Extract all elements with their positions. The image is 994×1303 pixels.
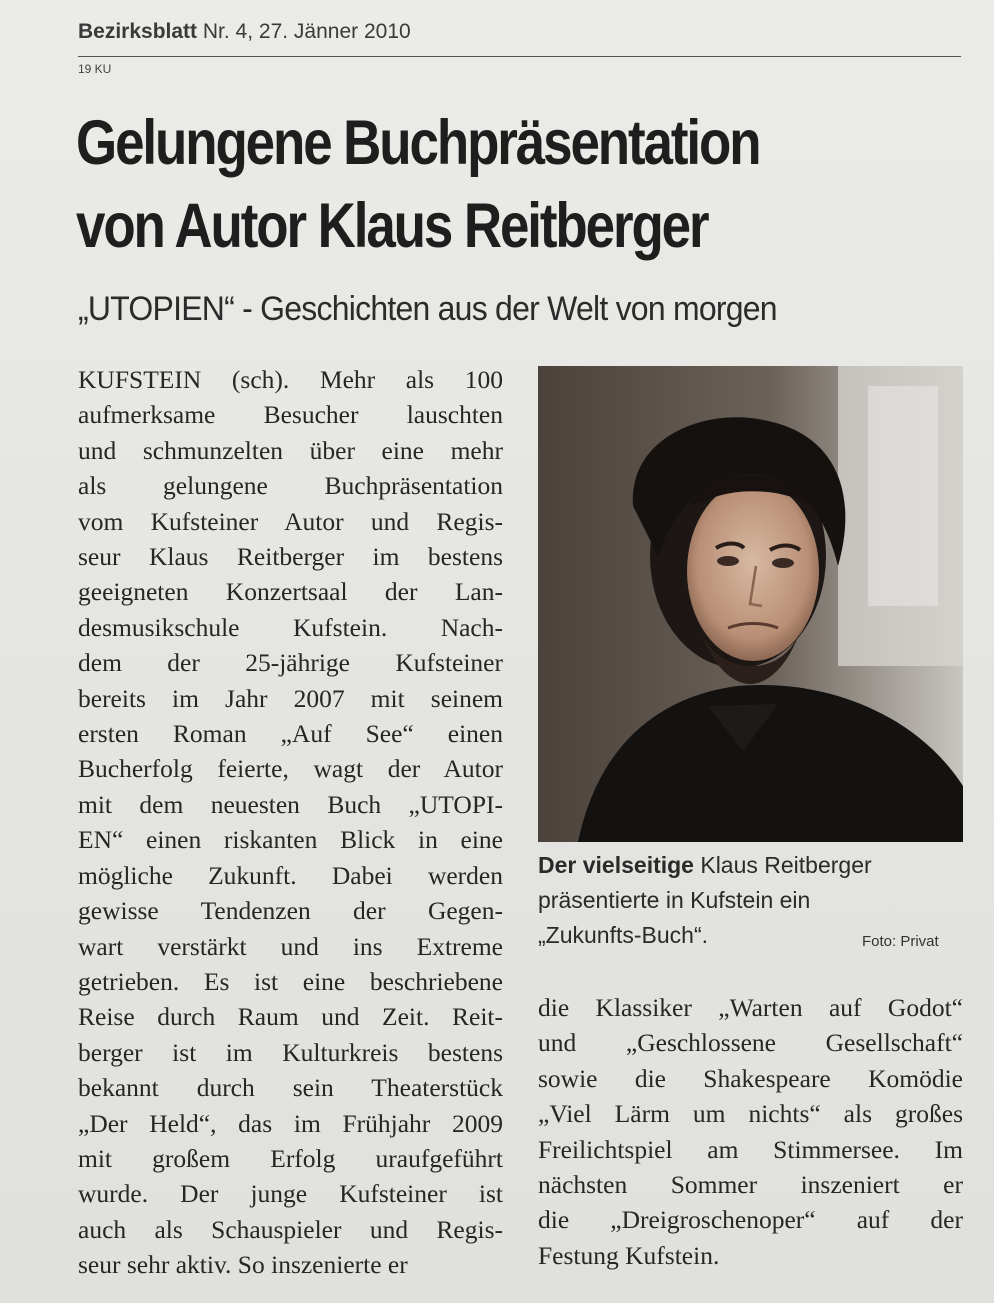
body-line: getrieben. Es ist eine beschriebene: [78, 966, 503, 996]
issue-date: Nr. 4, 27. Jänner 2010: [202, 20, 411, 43]
caption-line-1: Klaus Reitberger: [693, 852, 872, 878]
body-line: mögliche Zukunft. Dabei werden: [78, 860, 503, 890]
caption-line-3: „Zukunfts-Buch“.: [538, 922, 708, 948]
body-line: seur Klaus Reitberger im bestens: [78, 542, 503, 572]
body-line: Reise durch Raum und Zeit. Reit-: [78, 1002, 503, 1032]
body-line: mit großem Erfolg uraufgeführt: [78, 1143, 503, 1173]
body-column-right: [538, 990, 963, 1273]
body-line: geeigneten Konzertsaal der Lan-: [78, 577, 503, 607]
body-line: bereits im Jahr 2007 mit seinem: [78, 683, 503, 713]
publication-name: Bezirksblatt: [78, 20, 198, 43]
body-column-left: [78, 362, 503, 1283]
body-line: wart verstärkt und ins Extreme: [78, 931, 503, 961]
body-line: berger ist im Kulturkreis bestens: [78, 1037, 503, 1067]
body-line: desmusikschule Kufstein. Nach-: [78, 612, 503, 642]
body-line: auch als Schauspieler und Regis-: [78, 1214, 503, 1244]
body-line: mit dem neuesten Buch „UTOPI-: [78, 789, 503, 819]
caption-line-2: präsentierte in Kufstein ein: [538, 887, 811, 913]
body-line: gewisse Tendenzen der Gegen-: [78, 896, 503, 926]
body-line: Freilichtspiel am Stimmersee. Im: [538, 1134, 963, 1164]
body-line: „Der Held“, das im Frühjahr 2009: [78, 1108, 503, 1138]
body-line: bekannt durch sein Theaterstück: [78, 1073, 503, 1103]
body-line: und „Geschlossene Gesellschaft“: [538, 1028, 963, 1058]
body-line: die „Dreigroschenoper“ auf der: [538, 1205, 963, 1235]
body-line: KUFSTEIN (sch). Mehr als 100: [78, 365, 503, 394]
body-line: als gelungene Buchpräsentation: [78, 471, 503, 501]
body-line: dem der 25-jährige Kufsteiner: [78, 648, 503, 678]
article-subheadline: „UTOPIEN“ - Geschichten aus der Welt von morgen: [78, 290, 777, 328]
caption-lead: Der vielseitige: [538, 852, 694, 878]
author-photo: [538, 366, 963, 842]
body-line: „Viel Lärm um nichts“ als großes: [538, 1099, 963, 1129]
body-line: Bucherfolg feierte, wagt der Autor: [78, 754, 503, 784]
article-headline: [76, 102, 832, 268]
body-line: ersten Roman „Auf See“ einen: [78, 719, 503, 749]
body-line: vom Kufsteiner Autor und Regis-: [78, 506, 503, 536]
headline-line-2: von Autor Klaus Reitberger: [76, 191, 708, 261]
body-line: seur sehr aktiv. So inszenierte er: [78, 1250, 408, 1280]
headline-line-1: Gelungene Buchpräsentation: [76, 108, 760, 178]
header-divider: [78, 56, 961, 57]
body-line: und schmunzelten über eine mehr: [78, 435, 503, 465]
body-line: nächsten Sommer inszeniert er: [538, 1170, 963, 1200]
body-line: sowie die Shakespeare Komödie: [538, 1063, 963, 1093]
publication-header: [78, 20, 411, 44]
page-code: 19 KU: [78, 62, 112, 76]
body-line: wurde. Der junge Kufsteiner ist: [78, 1179, 503, 1209]
body-line: EN“ einen riskanten Blick in eine: [78, 825, 503, 855]
body-line: Festung Kufstein.: [538, 1240, 720, 1270]
body-line: aufmerksame Besucher lauschten: [78, 400, 503, 430]
body-line: die Klassiker „Warten auf Godot“: [538, 993, 963, 1022]
photo-credit: Foto: Privat: [862, 933, 939, 950]
portrait-image: [538, 366, 963, 842]
